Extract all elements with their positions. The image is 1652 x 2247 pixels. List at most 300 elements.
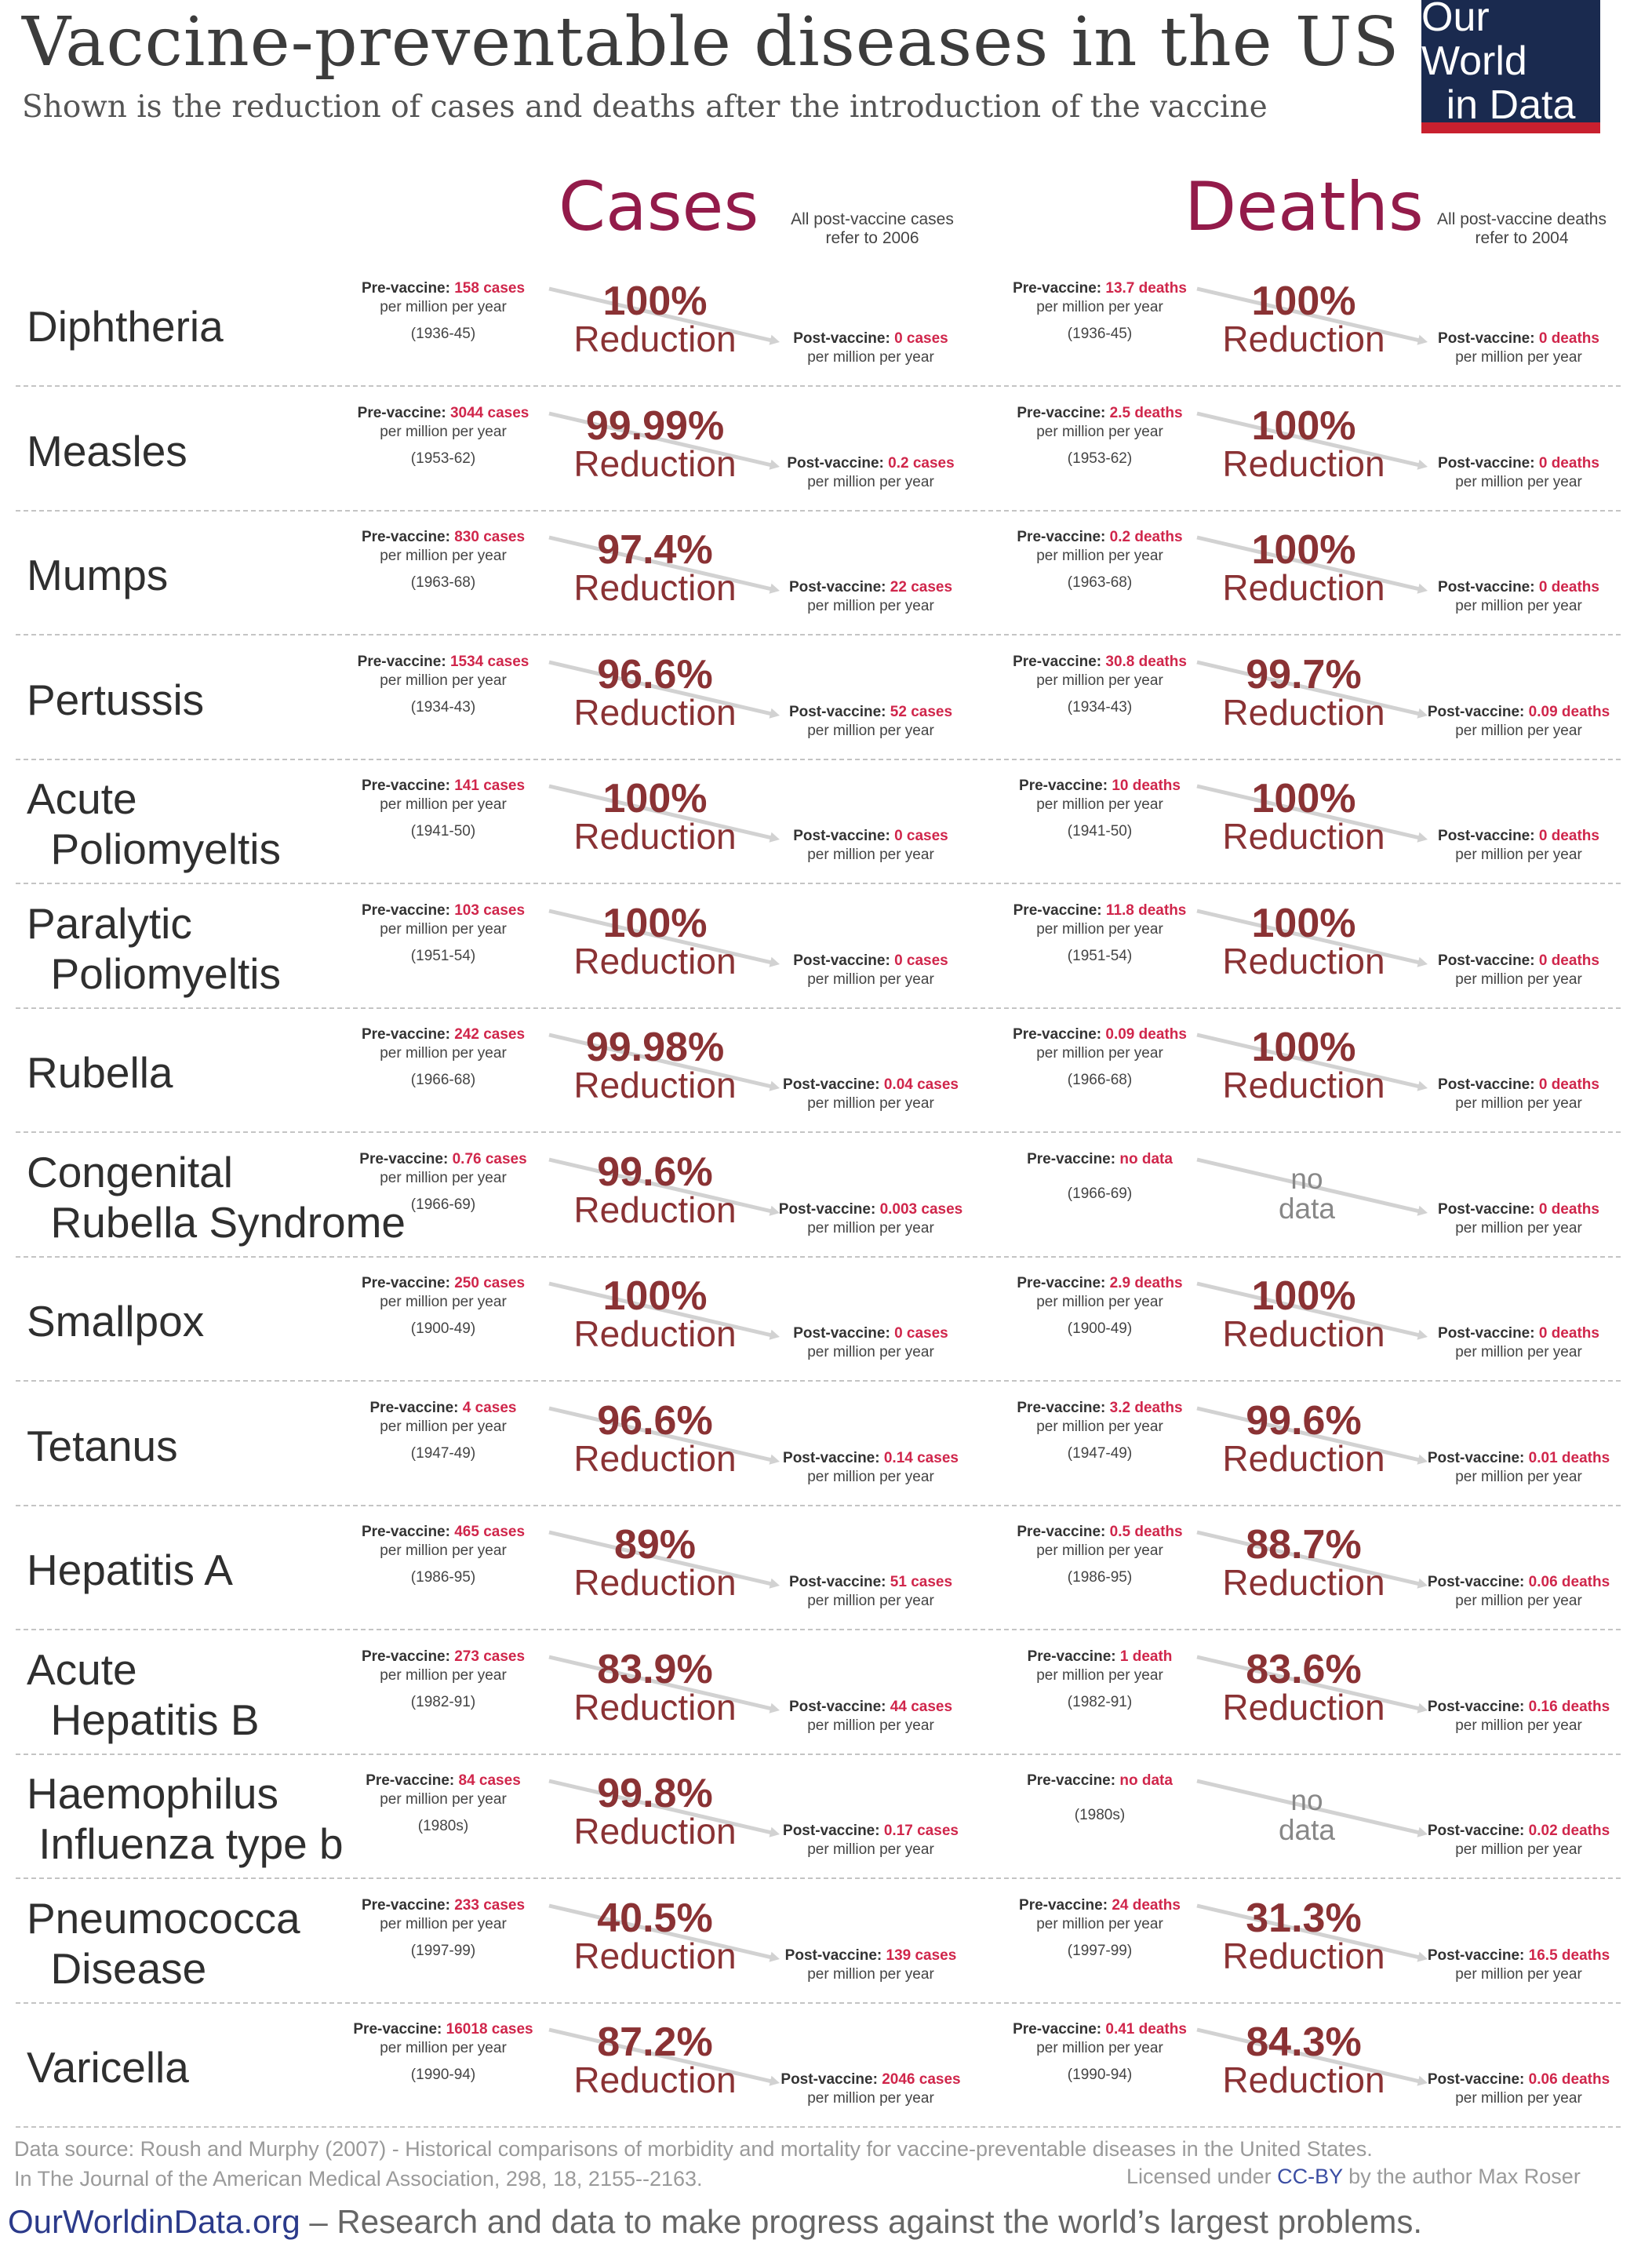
unit-label: per million per year <box>807 2090 934 2107</box>
unit-label: per million per year <box>380 672 507 689</box>
pre-vaccine-label: Pre-vaccine: <box>361 529 450 545</box>
post-vaccine-value: 0.09 deaths <box>1528 703 1610 720</box>
pre-vaccine-label: Pre-vaccine: <box>1013 1026 1102 1043</box>
cases-reduction <box>545 1397 765 1479</box>
post-vaccine-label: Post-vaccine: <box>1438 454 1535 472</box>
disease-name <box>27 894 364 1003</box>
deaths-reduction <box>1194 527 1414 608</box>
no-data-word-1: no <box>1290 1162 1323 1195</box>
pre-vaccine-line <box>333 1150 553 1169</box>
pre-vaccine-value: 830 cases <box>454 529 526 545</box>
pre-vaccine-line <box>990 653 1210 672</box>
pre-vaccine-years: (1982-91) <box>1067 1693 1133 1710</box>
reduction-percent: 99.99% <box>585 402 725 449</box>
reduction-label: Reduction <box>573 1065 737 1105</box>
post-vaccine-note <box>1401 1698 1636 1735</box>
post-vaccine-value: 0 cases <box>894 828 948 844</box>
pre-vaccine-value: 0.5 deaths <box>1109 1524 1183 1540</box>
pre-vaccine-years: (1990-94) <box>410 2067 476 2083</box>
pre-vaccine-line <box>333 1025 553 1044</box>
pre-vaccine-note <box>990 1274 1210 1338</box>
post-vaccine-value: 0 deaths <box>1538 1076 1599 1093</box>
pre-vaccine-years: (1900-49) <box>410 1320 476 1337</box>
post-vaccine-label: Post-vaccine: <box>783 1823 880 1839</box>
post-vaccine-label: Post-vaccine: <box>1438 1076 1535 1093</box>
post-vaccine-line <box>753 1947 988 1965</box>
pre-vaccine-value: 16018 cases <box>446 2021 533 2038</box>
cases-reduction <box>545 776 765 857</box>
disease-name-line: Measles <box>27 426 187 475</box>
cases-reduction <box>545 402 765 484</box>
disease-name <box>27 520 364 630</box>
pre-vaccine-value: 2.5 deaths <box>1109 404 1183 421</box>
disease-name-line: Hepatitis A <box>27 1546 233 1594</box>
pre-vaccine-label: Pre-vaccine: <box>361 280 450 297</box>
pre-vaccine-value: 10 deaths <box>1112 778 1181 794</box>
post-vaccine-note <box>753 1076 988 1113</box>
cases-heading: Cases <box>559 168 759 246</box>
pre-vaccine-line <box>333 404 553 423</box>
pre-vaccine-note <box>990 1896 1210 1961</box>
pre-vaccine-value: 0.76 cases <box>452 1150 527 1167</box>
pre-vaccine-value: 13.7 deaths <box>1105 280 1187 297</box>
unit-label: per million per year <box>807 473 934 490</box>
pre-vaccine-years: (1936-45) <box>1067 326 1133 342</box>
post-vaccine-line <box>1401 1822 1636 1841</box>
post-vaccine-label: Post-vaccine: <box>783 1076 880 1093</box>
pre-vaccine-years: (1986-95) <box>1067 1569 1133 1586</box>
unit-label: per million per year <box>807 349 934 366</box>
post-vaccine-line <box>1401 1698 1636 1717</box>
unit-label: per million per year <box>1455 1219 1582 1236</box>
no-data-word-2: data <box>1278 1814 1335 1846</box>
cases-reduction <box>545 1025 765 1105</box>
unit-label: per million per year <box>807 598 934 614</box>
cases-reduction <box>545 1646 765 1728</box>
post-vaccine-label: Post-vaccine: <box>788 1698 886 1715</box>
pre-vaccine-note <box>990 1523 1210 1587</box>
reduction-percent: 99.6% <box>1246 1397 1362 1444</box>
disease-name <box>27 1391 364 1501</box>
unit-label: per million per year <box>1455 473 1582 490</box>
post-vaccine-note <box>1401 1324 1636 1362</box>
reduction-label: Reduction <box>1222 1562 1385 1603</box>
unit-label: per million per year <box>1036 2040 1163 2056</box>
post-vaccine-note <box>753 578 988 616</box>
disease-row <box>0 637 1652 763</box>
reduction-percent: 100% <box>1251 776 1356 821</box>
post-vaccine-value: 0 deaths <box>1538 579 1599 595</box>
unit-label: per million per year <box>1036 1666 1163 1684</box>
unit-label: per million per year <box>380 1542 507 1559</box>
row-divider <box>16 510 1621 512</box>
row-divider <box>16 1877 1621 1879</box>
post-vaccine-note <box>1401 1822 1636 1859</box>
pre-vaccine-line <box>990 777 1210 796</box>
post-vaccine-note <box>1401 952 1636 989</box>
reduction-percent: 87.2% <box>597 2019 713 2065</box>
post-vaccine-note <box>1401 2070 1636 2108</box>
footer-tagline <box>8 2203 1422 2241</box>
post-vaccine-line <box>753 1076 988 1094</box>
post-vaccine-value: 0 cases <box>894 1325 948 1342</box>
pre-vaccine-label: Pre-vaccine: <box>361 1275 450 1291</box>
unit-label: per million per year <box>807 722 934 739</box>
reduction-percent: 100% <box>1251 279 1356 324</box>
post-vaccine-line <box>753 952 988 971</box>
reduction-percent: 96.6% <box>597 1397 713 1444</box>
unit-label: per million per year <box>1036 920 1163 938</box>
cc-by-link[interactable]: CC-BY <box>1277 2165 1343 2188</box>
reduction-label: Reduction <box>1222 1065 1385 1105</box>
post-vaccine-label: Post-vaccine: <box>788 703 886 720</box>
pre-vaccine-years: (1953-62) <box>410 450 476 467</box>
pre-vaccine-label: Pre-vaccine: <box>357 404 446 421</box>
pre-vaccine-value: 84 cases <box>458 1772 521 1789</box>
unit-label: per million per year <box>807 1219 934 1236</box>
pre-vaccine-years: (1980s) <box>417 1818 469 1834</box>
pre-vaccine-years: (1934-43) <box>1067 698 1133 716</box>
pre-vaccine-note <box>990 1399 1210 1463</box>
owid-logo[interactable] <box>1421 0 1600 133</box>
post-vaccine-line <box>1401 1076 1636 1094</box>
disease-name-text <box>27 1047 173 1098</box>
pre-vaccine-line <box>333 1523 553 1542</box>
unit-label: per million per year <box>1036 423 1163 440</box>
pre-vaccine-label: Pre-vaccine: <box>359 1150 449 1167</box>
post-vaccine-label: Post-vaccine: <box>1438 952 1535 969</box>
reduction-percent: 100% <box>602 279 708 324</box>
post-vaccine-value: 0 deaths <box>1538 1325 1599 1342</box>
post-vaccine-value: 0.16 deaths <box>1528 1698 1610 1715</box>
license-note <box>1126 2165 1581 2189</box>
pre-vaccine-value: 2.9 deaths <box>1109 1275 1183 1291</box>
disease-name-line: Pneumococca <box>27 1893 300 1943</box>
pre-vaccine-note <box>333 1025 553 1090</box>
unit-label: per million per year <box>1455 1593 1582 1609</box>
pre-vaccine-line <box>990 1274 1210 1293</box>
pre-vaccine-note <box>990 528 1210 592</box>
pre-vaccine-note <box>333 1274 553 1338</box>
post-vaccine-line <box>753 1324 988 1343</box>
pre-vaccine-value: no data <box>1119 1772 1173 1789</box>
post-vaccine-note <box>753 1822 988 1859</box>
disease-name-text <box>27 1768 344 1869</box>
disease-name <box>27 1515 364 1625</box>
disease-name <box>27 396 364 506</box>
disease-row <box>0 1881 1652 2006</box>
reduction-label: Reduction <box>573 567 737 608</box>
post-vaccine-label: Post-vaccine: <box>787 454 884 472</box>
disease-name-line: Diphtheria <box>27 302 224 351</box>
post-vaccine-note <box>1401 578 1636 616</box>
unit-label: per million per year <box>807 847 934 863</box>
post-vaccine-line <box>1401 1200 1636 1219</box>
unit-label: per million per year <box>380 1169 507 1186</box>
disease-name <box>27 645 364 755</box>
unit-label: per million per year <box>1455 1344 1582 1360</box>
unit-label: per million per year <box>807 1965 934 1983</box>
reduction-label: Reduction <box>1222 940 1385 981</box>
pre-vaccine-years: (1966-68) <box>410 1072 476 1088</box>
reduction-percent: 99.98% <box>585 1025 725 1070</box>
post-vaccine-line <box>753 578 988 597</box>
unit-label: per million per year <box>1036 299 1163 315</box>
reduction-percent: 31.3% <box>1246 1895 1362 1941</box>
row-divider <box>16 634 1621 635</box>
page-title: Vaccine-preventable diseases in the US <box>22 3 1400 82</box>
reduction-percent: 88.7% <box>1246 1522 1362 1568</box>
disease-name <box>27 271 364 381</box>
post-vaccine-label: Post-vaccine: <box>1427 1574 1525 1590</box>
reduction-label: Reduction <box>573 1935 737 1976</box>
cases-reduction <box>545 1149 765 1230</box>
unit-label: per million per year <box>1036 548 1163 564</box>
disease-row <box>0 2005 1652 2130</box>
deaths-reduction <box>1194 900 1414 981</box>
pre-vaccine-years: (1941-50) <box>1067 823 1133 839</box>
reduction-label: Reduction <box>573 1189 737 1230</box>
reduction-label: Reduction <box>573 2059 737 2100</box>
post-vaccine-line <box>1401 578 1636 597</box>
pre-vaccine-years: (1953-62) <box>1067 450 1133 467</box>
post-vaccine-note <box>753 454 988 492</box>
disease-name-line: Acute <box>27 1644 137 1694</box>
post-vaccine-line <box>753 1822 988 1841</box>
pre-vaccine-value: 141 cases <box>454 778 526 794</box>
disease-name-line: Paralytic <box>27 898 192 948</box>
reduction-label: Reduction <box>573 442 737 484</box>
disease-name-text <box>27 301 224 351</box>
disease-row <box>0 388 1652 514</box>
post-vaccine-line <box>753 1573 988 1592</box>
reduction-percent: 100% <box>1251 527 1356 573</box>
no-data-word-2: data <box>1278 1192 1335 1225</box>
pre-vaccine-note <box>990 1772 1210 1825</box>
pre-vaccine-value: 0.41 deaths <box>1105 2021 1187 2038</box>
pre-vaccine-value: 11.8 deaths <box>1105 901 1187 919</box>
pre-vaccine-line <box>333 1772 553 1790</box>
disease-row <box>0 761 1652 887</box>
post-vaccine-line <box>1401 827 1636 846</box>
post-vaccine-line <box>753 1200 988 1219</box>
pre-vaccine-line <box>333 901 553 920</box>
reduction-percent: 40.5% <box>597 1895 713 1941</box>
pre-vaccine-value: 30.8 deaths <box>1105 653 1187 670</box>
pre-vaccine-note <box>333 901 553 966</box>
post-vaccine-note <box>753 2070 988 2108</box>
row-divider <box>16 1629 1621 1630</box>
pre-vaccine-label: Pre-vaccine: <box>1013 280 1102 297</box>
deaths-reduction <box>1194 1646 1414 1728</box>
pre-vaccine-label: Pre-vaccine: <box>1017 1524 1106 1540</box>
disease-name-text <box>27 426 187 476</box>
pre-vaccine-note <box>333 1399 553 1463</box>
pre-vaccine-line <box>990 901 1210 920</box>
pre-vaccine-years: (1990-94) <box>1067 2067 1133 2083</box>
unit-label: per million per year <box>380 1915 507 1932</box>
cases-reduction <box>545 651 765 733</box>
pre-vaccine-years: (1963-68) <box>1067 574 1133 591</box>
pre-vaccine-label: Pre-vaccine: <box>1013 901 1102 919</box>
unit-label: per million per year <box>380 1666 507 1684</box>
pre-vaccine-years: (1966-69) <box>410 1196 476 1213</box>
pre-vaccine-note <box>333 279 553 344</box>
post-vaccine-note <box>753 1449 988 1487</box>
post-vaccine-label: Post-vaccine: <box>1438 1200 1535 1218</box>
deaths-reduction <box>1194 2019 1414 2100</box>
pre-vaccine-line <box>333 1896 553 1915</box>
pre-vaccine-label: Pre-vaccine: <box>361 901 450 919</box>
unit-label: per million per year <box>807 1717 934 1734</box>
pre-vaccine-value: 24 deaths <box>1112 1896 1181 1914</box>
disease-name-text <box>27 1893 300 1994</box>
cases-note <box>755 210 990 248</box>
pre-vaccine-years: (1941-50) <box>410 823 476 839</box>
post-vaccine-line <box>753 827 988 846</box>
pre-vaccine-value: 3044 cases <box>449 404 529 421</box>
unit-label: per million per year <box>1455 2090 1582 2107</box>
reduction-label: Reduction <box>1222 2059 1385 2100</box>
post-vaccine-label: Post-vaccine: <box>1427 703 1525 720</box>
pre-vaccine-years: (1951-54) <box>410 947 476 964</box>
pre-vaccine-line <box>990 1150 1210 1169</box>
pre-vaccine-note <box>333 1648 553 1712</box>
post-vaccine-note <box>753 827 988 865</box>
pre-vaccine-label: Pre-vaccine: <box>361 1524 450 1540</box>
disease-name-text <box>27 1296 204 1346</box>
post-vaccine-note <box>1401 1573 1636 1611</box>
deaths-reduction <box>1194 1522 1414 1603</box>
pre-vaccine-value: 0.2 deaths <box>1109 529 1183 545</box>
post-vaccine-note <box>753 1947 988 1984</box>
owid-site-link[interactable]: OurWorldinData.org <box>8 2203 300 2240</box>
reduction-label: Reduction <box>573 816 737 857</box>
unit-label: per million per year <box>1036 1294 1163 1310</box>
post-vaccine-label: Post-vaccine: <box>1438 579 1535 595</box>
pre-vaccine-value: 250 cases <box>454 1275 526 1291</box>
post-vaccine-value: 0.06 deaths <box>1528 2071 1610 2088</box>
post-vaccine-value: 51 cases <box>890 1574 953 1590</box>
disease-name-text <box>27 774 281 874</box>
post-vaccine-label: Post-vaccine: <box>1427 1823 1525 1839</box>
deaths-reduction <box>1194 651 1414 733</box>
deaths-note-line-1: All post-vaccine deaths <box>1437 210 1607 228</box>
pre-vaccine-label: Pre-vaccine: <box>361 1648 450 1665</box>
post-vaccine-note <box>753 1698 988 1735</box>
cases-reduction <box>545 1522 765 1603</box>
unit-label: per million per year <box>1455 1468 1582 1485</box>
unit-label: per million per year <box>380 548 507 564</box>
unit-label: per million per year <box>1455 971 1582 988</box>
deaths-reduction <box>1194 1397 1414 1479</box>
reduction-percent: 100% <box>602 900 708 946</box>
unit-label: per million per year <box>380 1418 507 1435</box>
post-vaccine-note <box>753 1200 988 1238</box>
pre-vaccine-label: Pre-vaccine: <box>1013 2021 1102 2038</box>
reduction-label: Reduction <box>573 1686 737 1728</box>
post-vaccine-note <box>1401 1200 1636 1238</box>
pre-vaccine-value: 4 cases <box>462 1399 517 1416</box>
disease-row <box>0 512 1652 638</box>
post-vaccine-label: Post-vaccine: <box>784 1947 882 1964</box>
pre-vaccine-value: 0.09 deaths <box>1105 1026 1187 1043</box>
post-vaccine-line <box>753 2070 988 2089</box>
disease-name <box>27 1888 364 1998</box>
reduction-label: Reduction <box>1222 567 1385 608</box>
post-vaccine-value: 0.17 cases <box>883 1823 959 1839</box>
post-vaccine-note <box>1401 330 1636 367</box>
post-vaccine-value: 0.003 cases <box>879 1200 963 1218</box>
cases-reduction <box>545 527 765 608</box>
license-prefix: Licensed under <box>1126 2165 1278 2188</box>
pre-vaccine-value: 3.2 deaths <box>1109 1399 1183 1416</box>
disease-row <box>0 1258 1652 1384</box>
post-vaccine-value: 0.14 cases <box>883 1449 959 1466</box>
pre-vaccine-label: Pre-vaccine: <box>1027 1150 1116 1167</box>
post-vaccine-line <box>1401 454 1636 473</box>
logo-line-1: Our World <box>1421 0 1527 84</box>
disease-name-line: Haemophilus <box>27 1769 279 1818</box>
cases-note-line-2: refer to 2006 <box>825 229 919 247</box>
pre-vaccine-note <box>333 528 553 592</box>
pre-vaccine-note <box>990 1150 1210 1204</box>
disease-name <box>27 1764 364 1874</box>
disease-name-text <box>27 2042 189 2092</box>
post-vaccine-label: Post-vaccine: <box>793 952 890 969</box>
disease-row <box>0 886 1652 1011</box>
unit-label: per million per year <box>1455 1965 1582 1983</box>
row-divider <box>16 2002 1621 2004</box>
pre-vaccine-years: (1986-95) <box>410 1569 476 1586</box>
no-data-label <box>1228 1786 1385 1845</box>
post-vaccine-note <box>753 952 988 989</box>
unit-label: per million per year <box>1455 1841 1582 1858</box>
post-vaccine-line <box>753 454 988 473</box>
post-vaccine-label: Post-vaccine: <box>781 2071 878 2088</box>
disease-name-line: Influenza type b <box>27 1819 344 1868</box>
disease-name-line: Tetanus <box>27 1421 178 1470</box>
pre-vaccine-line <box>333 2020 553 2039</box>
pre-vaccine-note <box>990 1648 1210 1712</box>
row-divider <box>16 759 1621 760</box>
post-vaccine-value: 2046 cases <box>882 2071 961 2088</box>
disease-name-line: Smallpox <box>27 1297 205 1346</box>
deaths-reduction <box>1194 1273 1414 1354</box>
pre-vaccine-years: (1966-69) <box>1067 1185 1133 1202</box>
pre-vaccine-value: 233 cases <box>454 1896 526 1914</box>
deaths-heading: Deaths <box>1184 168 1424 246</box>
disease-name-line: Disease <box>27 1943 207 1993</box>
post-vaccine-note <box>1401 827 1636 865</box>
pre-vaccine-label: Pre-vaccine: <box>1017 404 1106 421</box>
post-vaccine-line <box>753 703 988 722</box>
reduction-percent: 89% <box>613 1522 697 1568</box>
post-vaccine-note <box>1401 1947 1636 1984</box>
reduction-percent: 100% <box>1251 402 1356 449</box>
unit-label: per million per year <box>380 423 507 440</box>
post-vaccine-line <box>1401 330 1636 348</box>
post-vaccine-note <box>1401 703 1636 741</box>
row-divider <box>16 1754 1621 1755</box>
pre-vaccine-years: (1900-49) <box>1067 1320 1133 1337</box>
disease-row <box>0 1383 1652 1509</box>
unit-label: per million per year <box>380 1294 507 1310</box>
pre-vaccine-line <box>333 653 553 672</box>
reduction-percent: 100% <box>602 1273 708 1319</box>
pre-vaccine-line <box>990 1399 1210 1418</box>
data-source-line-1: Data source: Roush and Murphy (2007) - Historical comparisons of morbidity and mortality for vaccine-preventable diseases in the United States. <box>14 2137 1373 2161</box>
